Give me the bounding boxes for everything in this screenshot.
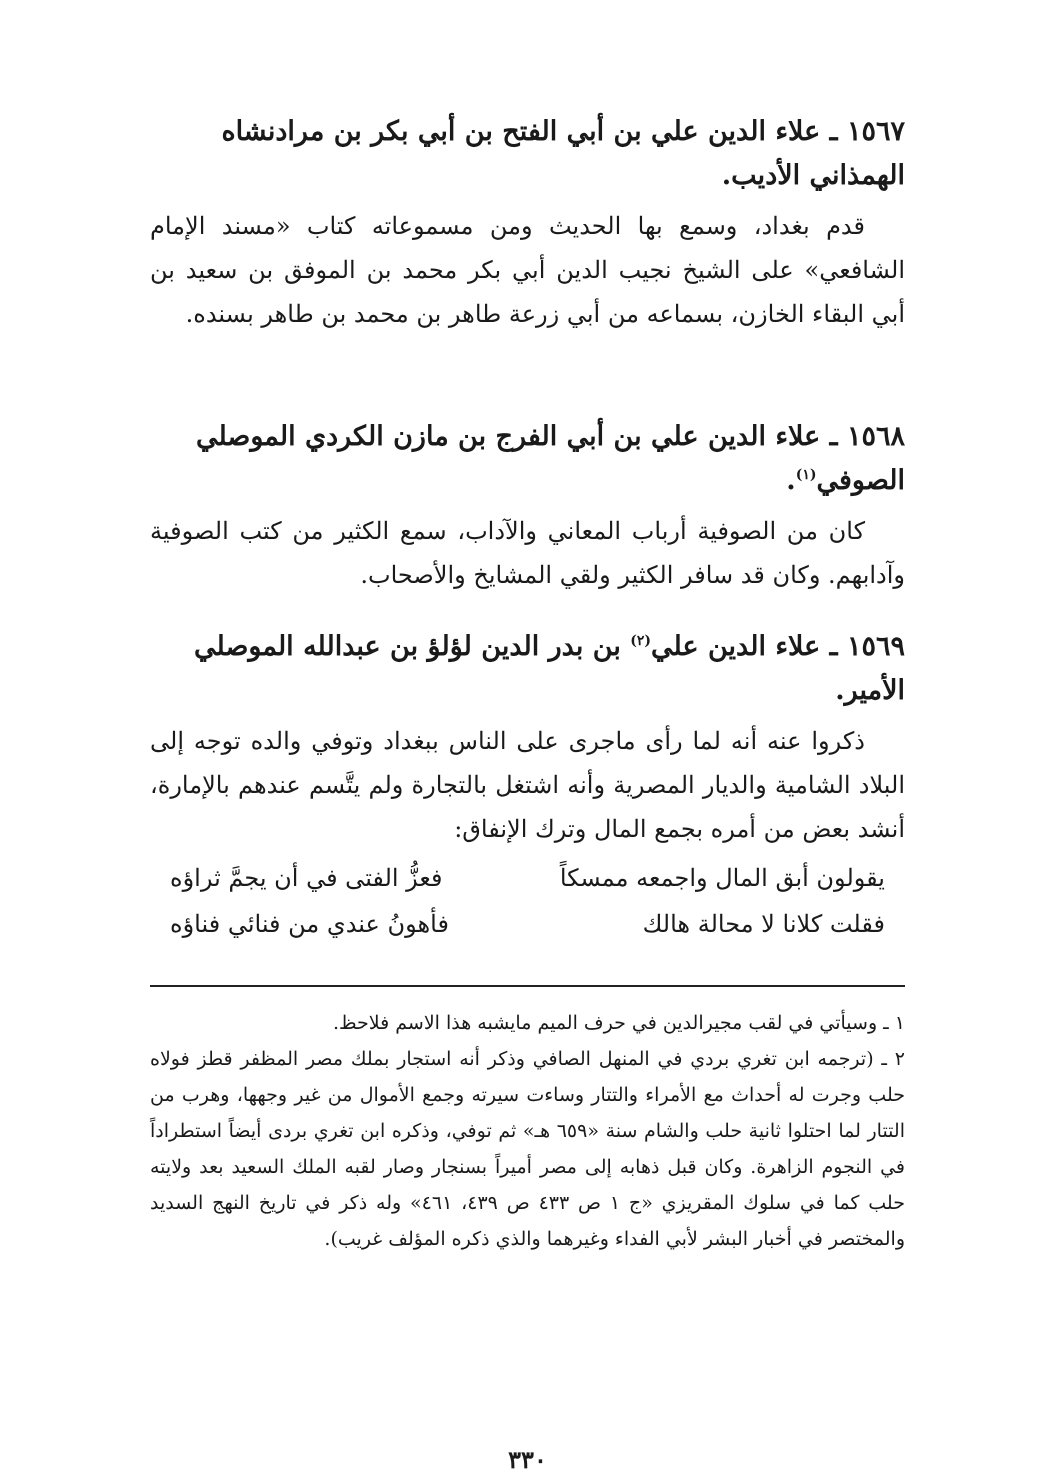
- entry-1568: [150, 415, 905, 597]
- entry-body: قدم بغداد، وسمع بها الحديث ومن مسموعاته كتاب «مسند الإمام الشافعي» على الشيخ نجيب الدين أبي بكر محمد بن الموفق بن سعيد بن أبي البقاء الخازن، بسماعه من أبي زرعة طاهر بن محمد بن طاهر بسنده.: [150, 212, 905, 328]
- entry-body: ذكروا عنه أنه لما رأى ماجرى على الناس ببغداد وتوفي والده توجه إلى البلاد الشامية والديار المصرية وأنه اشتغل بالتجارة ولم يتَّسم عندهم بالإمارة، أنشد بعض من أمره بجمع المال وترك الإنفاق:: [150, 727, 905, 843]
- verse-line: [170, 901, 885, 947]
- heading-text: ١٥٦٨ ـ علاء الدين علي بن أبي الفرج بن مازن الكردي الموصلي الصوفي: [195, 421, 905, 496]
- footnote-marker: (٢): [630, 633, 652, 649]
- entry-heading: [150, 415, 905, 503]
- heading-text: ١٥٦٩ ـ علاء الدين علي: [651, 631, 905, 662]
- footnote-2: ٢ ـ (ترجمه ابن تغري بردي في المنهل الصافي وذكر أنه استجار بملك مصر المظفر قطز فولاه حلب وجرت له أحداث مع الأمراء والتتار وساءت سيرته وجمع الأموال من غير وجهها، وهرب من التتار لما احتلوا ثانية حلب والشام سنة «٦٥٩ هـ» ثم توفي، وذكره ابن تغري بردى أيضاً استطراداً في النجوم الزاهرة. وكان قبل ذهابه إلى مصر أميراً بسنجار وصار لقبه الملك السعيد بعد ولايته حلب كما في سلوك المقريزي «ج ١ ص ٤٣٣ ص ٤٣٩، ٤٦١» وله ذكر في تاريخ النهج السديد والمختصر في أخبار البشر لأبي الفداء وغيرهما والذي ذكره المؤلف غريب).: [150, 1048, 906, 1250]
- entry-1567: [150, 110, 905, 336]
- verse-second-hemistich: فعزُّ الفتى في أن يجمَّ ثراؤه: [170, 864, 443, 892]
- poem: [150, 855, 905, 947]
- heading-end: .: [786, 465, 796, 496]
- verse-first-hemistich: يقولون أبق المال واجمعه ممسكاً: [559, 864, 885, 892]
- entry-heading: [150, 625, 905, 713]
- verse-line: [170, 855, 885, 901]
- footnote-1: ١ ـ وسيأتي في لقب مجيرالدين في حرف الميم مايشبه هذا الاسم فلاحظ.: [332, 1012, 905, 1034]
- heading-text-rest: بن بدر الدين لؤلؤ بن عبدالله الموصلي الأمير.: [194, 631, 905, 706]
- verse-second-hemistich: فأهونُ عندي من فنائي فناؤه: [170, 910, 449, 938]
- entry-body: كان من الصوفية أرباب المعاني والآداب، سمع الكثير من كتب الصوفية وآدابهم. وكان قد سافر الكثير ولقي المشايخ والأصحاب.: [150, 517, 905, 589]
- footnote-marker: (١): [795, 467, 817, 483]
- page-number: ٣٣٠: [508, 1445, 547, 1474]
- document-page: [150, 110, 906, 1474]
- footnotes: [150, 1005, 905, 1257]
- entry-1569: [150, 625, 905, 947]
- footnote-divider: [150, 985, 905, 987]
- entry-heading: ١٥٦٧ ـ علاء الدين علي بن أبي الفتح بن أبي بكر بن مرادنشاه الهمذاني الأديب.: [221, 116, 905, 191]
- verse-first-hemistich: فقلت كلانا لا محالة هالك: [642, 910, 885, 938]
